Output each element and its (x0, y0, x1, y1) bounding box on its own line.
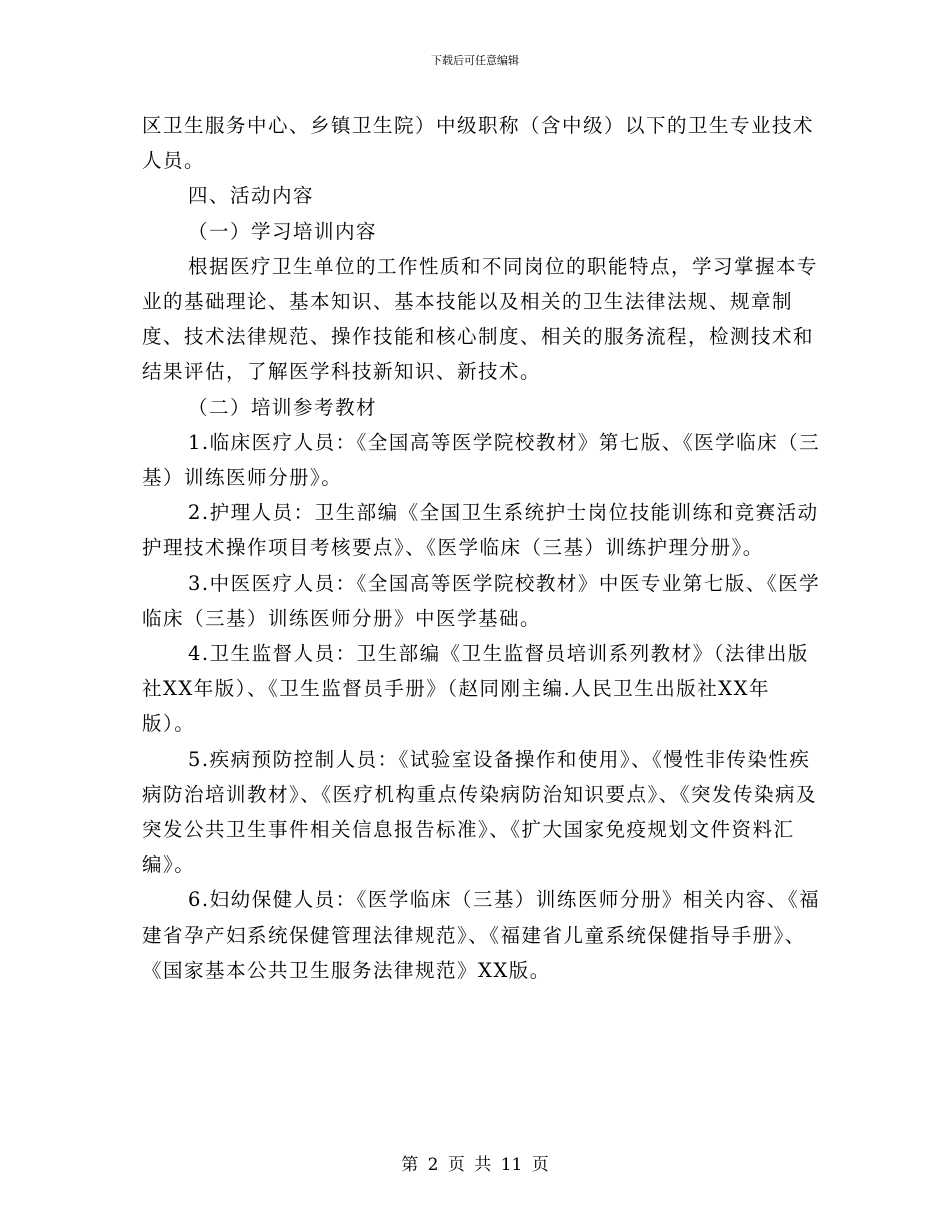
list-item-disease-control-staff: 5.疾病预防控制人员：《试验室设备操作和使用》、《慢性非传染性疾病防治培训教材》、《医疗机构重点传染病防治知识要点》、《突发传染病及突发公共卫生事件相关信息报告标准》、《扩大国家免疫规划文件资料汇编》。 (142, 747, 818, 877)
list-item-clinical-staff: 1.临床医疗人员：《全国高等医学院校教材》第七版、《医学临床（三基）训练医师分册》。 (142, 430, 821, 490)
list-item-health-supervision-staff: 4.卫生监督人员：卫生部编《卫生监督员培训系列教材》（法律出版社XX年版）、《卫生监督员手册》（赵同刚主编.人民卫生出版社XX年版）。 (142, 642, 809, 736)
paragraph-1: 区卫生服务中心、乡镇卫生院）中级职称（含中级）以下的卫生专业技术人员。 (142, 114, 815, 173)
list-item-maternal-child-staff: 6.妇幼保健人员：《医学临床（三基）训练医师分册》相关内容、《福建省孕产妇系统保健管理法律规范》、《福建省儿童系统保健指导手册》、《国家基本公共卫生服务法律规范》XX版。 (142, 888, 821, 982)
subsection-heading-reference-materials: （二）培训参考教材 (188, 395, 378, 419)
list-item-nursing-staff: 2.护理人员：卫生部编《全国卫生系统护士岗位技能训练和竞赛活动护理技术操作项目考核要点》、《医学临床（三基）训练护理分册》。 (142, 501, 819, 560)
list-item-tcm-staff: 3.中医医疗人员：《全国高等医学院校教材》中医专业第七版、《医学临床（三基）训练医师分册》中医学基础。 (142, 571, 821, 630)
document-body (142, 108, 822, 988)
subsection-heading-training-content: （一）学习培训内容 (188, 219, 378, 243)
paragraph-training-content: 根据医疗卫生单位的工作性质和不同岗位的职能特点，学习掌握本专业的基础理论、基本知识、基本技能以及相关的卫生法律法规、规章制度、技术法律规范、操作技能和核心制度、相关的服务流程，检测技术和结果评估，了解医学科技新知识、新技术。 (142, 254, 819, 384)
section-heading-activity-content: 四、活动内容 (188, 184, 315, 208)
page-number-footer: 第 2 页 共 11 页 (401, 1155, 549, 1175)
page-header-note: 下载后可任意编辑 (431, 54, 519, 67)
